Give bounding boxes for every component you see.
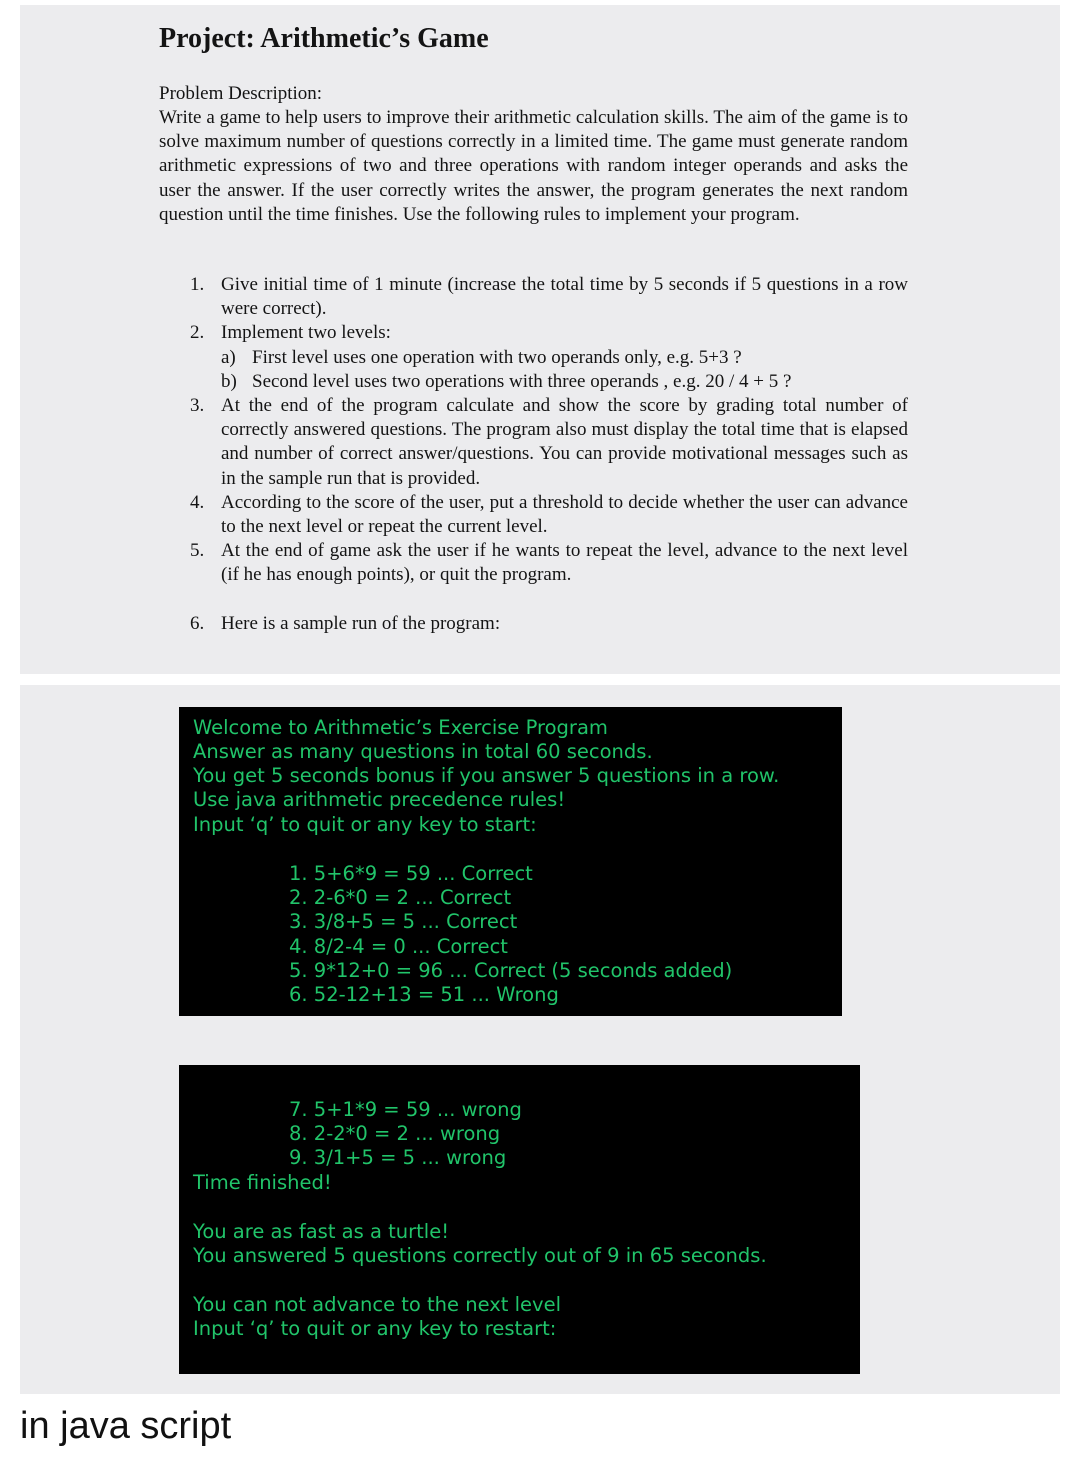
rule-subitem-b	[221, 370, 908, 394]
console-question-line: 3. 3/8+5 = 5 ... Correct	[289, 910, 518, 933]
console-question-line: 4. 8/2-4 = 0 ... Correct	[289, 935, 508, 958]
console-intro-line: Use java arithmetic precedence rules!	[193, 788, 566, 811]
console-output-start	[179, 707, 842, 1016]
console-time-finished: Time finished!	[193, 1171, 332, 1194]
console-intro-line: Input ‘q’ to quit or any key to start:	[193, 813, 537, 836]
console-message-line: You answered 5 questions correctly out of 9 in 65 seconds.	[193, 1244, 767, 1267]
rule-item-1	[190, 273, 908, 321]
console-intro-line: Answer as many questions in total 60 seconds.	[193, 740, 653, 763]
rule-number: 4.	[190, 491, 205, 513]
rules-list	[190, 273, 908, 636]
console-message-line: You are as fast as a turtle!	[193, 1220, 450, 1243]
rule-item-3	[190, 394, 908, 491]
document-title: Project: Arithmetic’s Game	[159, 23, 489, 54]
problem-description-heading: Problem Description:	[159, 83, 323, 104]
console-question-line: 8. 2-2*0 = 2 ... wrong	[289, 1122, 501, 1145]
subitem-text: First level uses one operation with two operands only, e.g. 5+3 ?	[252, 346, 742, 368]
console-question-line: 5. 9*12+0 = 96 ... Correct (5 seconds added)	[289, 959, 733, 982]
rule-text: Give initial time of 1 minute (increase the total time by 5 seconds if 5 questions in a row were correct).	[221, 274, 908, 320]
rule-number: 2.	[190, 322, 205, 344]
console-message-line: Input ‘q’ to quit or any key to restart:	[193, 1317, 557, 1340]
subitem-letter: b)	[221, 370, 237, 392]
rule-item-5	[190, 539, 908, 587]
rule-number: 6.	[190, 612, 205, 634]
rule-item-6	[190, 612, 908, 636]
rule-number: 5.	[190, 540, 205, 562]
rule-subitem-a	[221, 346, 908, 370]
rule-text: At the end of the program calculate and show the score by grading total number of correctly answered questions. The program also must display the total time that is elapsed and number of correct answer/questions. You can provide motivational messages such as in the sample run that is provided.	[221, 395, 908, 489]
subitem-letter: a)	[221, 346, 236, 368]
rule-text: Implement two levels:	[221, 322, 391, 344]
sample-run-panel	[20, 685, 1060, 1394]
rule-number: 1.	[190, 274, 205, 295]
caption-text: in java script	[20, 1405, 232, 1447]
console-question-line: 9. 3/1+5 = 5 ... wrong	[289, 1146, 507, 1169]
console-question-line: 1. 5+6*9 = 59 ... Correct	[289, 862, 533, 885]
console-output-end	[179, 1065, 860, 1374]
problem-description-text: Write a game to help users to improve their arithmetic calculation skills. The aim of the game is to solve maximum number of questions correctly in a limited time. The game must generate random arithmetic expressions of two and three operations with random integer operands and asks the user the answer. If the user correctly writes the answer, the program generates the next random question until the time finishes. Use the following rules to implement your program.	[159, 107, 908, 225]
rule-item-2	[190, 321, 908, 394]
rule-text: Here is a sample run of the program:	[221, 612, 501, 634]
console-intro-line: You get 5 seconds bonus if you answer 5 questions in a row.	[193, 764, 780, 787]
console-question-line: 2. 2-6*0 = 2 ... Correct	[289, 886, 512, 909]
rule-number: 3.	[190, 395, 205, 417]
subitem-text: Second level uses two operations with three operands , e.g. 20 / 4 + 5 ?	[252, 370, 792, 392]
rule-text: According to the score of the user, put a threshold to decide whether the user can advance to the next level or repeat the current level.	[221, 491, 908, 538]
console-question-line: 7. 5+1*9 = 59 ... wrong	[289, 1098, 522, 1121]
problem-document	[20, 5, 1060, 674]
console-question-line: 6. 52-12+13 = 51 ... Wrong	[289, 983, 559, 1006]
rule-item-4	[190, 491, 908, 539]
rule-text: At the end of game ask the user if he wants to repeat the level, advance to the next level (if he has enough points), or quit the program.	[221, 540, 908, 586]
console-intro-line: Welcome to Arithmetic’s Exercise Program	[193, 716, 608, 739]
console-message-line: You can not advance to the next level	[193, 1293, 562, 1316]
